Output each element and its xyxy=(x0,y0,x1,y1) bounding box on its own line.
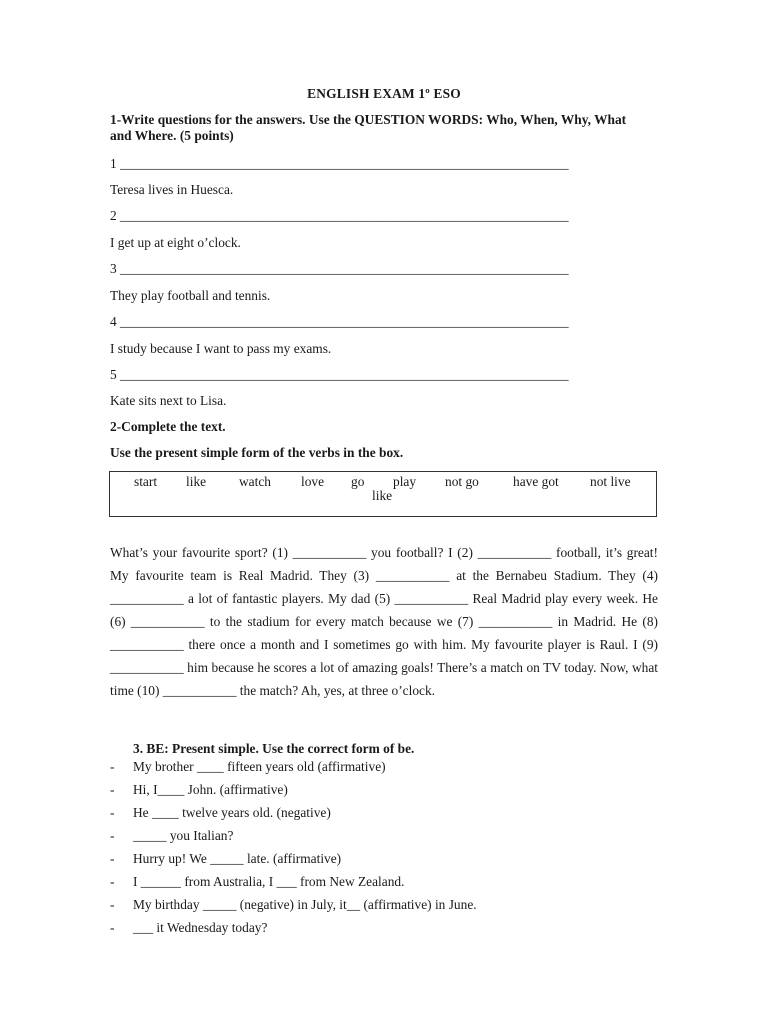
verb-watch: watch xyxy=(239,474,271,489)
be-item-3: He ____ twelve years old. (negative) xyxy=(133,805,331,820)
cloze-paragraph: What’s your favourite sport? (1) ___________ you football? I (2) ___________ football, it’s great! My favourite team is Real Madrid. They (3) ___________ at the Bernabeu Stadium. They (4) ___________ a lot of fantastic players. My dad (5) ___________ Real Madrid play every week. He (6) ___________ to the stadium for every match because we (7) ___________ in Madrid. He (8) ___________ there once a month and I sometimes go with him. My favourite player is Raul. I (9) ___________ him because he scores a lot of amazing goals! There’s a match on TV today. Now, what time (10) ___________ the match? Ah, yes, at three o’clock. xyxy=(110,545,658,698)
verb-go: go xyxy=(351,474,365,489)
be-item-5: Hurry up! We _____ late. (affirmative) xyxy=(133,851,342,866)
answer-3: They play football and tennis. xyxy=(110,288,271,303)
section1-instruction: 1-Write questions for the answers. Use the QUESTION WORDS: Who, When, Why, What and Where. (5 points) xyxy=(110,112,627,143)
be-item-1: My brother ____ fifteen years old (affirmative) xyxy=(133,759,386,774)
verb-not-live: not live xyxy=(590,474,631,489)
answer-5: Kate sits next to Lisa. xyxy=(110,393,227,408)
section2-instruction: Use the present simple form of the verbs in the box. xyxy=(110,445,404,460)
be-item-4: _____ you Italian? xyxy=(133,828,234,843)
section2-heading: 2-Complete the text. xyxy=(110,419,226,434)
question-line-1: 1 ___________________________________________________________________ xyxy=(110,156,569,171)
bullet-4: - xyxy=(110,828,115,843)
verb-play: play xyxy=(393,474,417,489)
bullet-3: - xyxy=(110,805,115,820)
verb-have-got: have got xyxy=(513,474,559,489)
question-line-4: 4 ___________________________________________________________________ xyxy=(110,314,569,329)
bullet-5: - xyxy=(110,851,115,866)
bullet-6: - xyxy=(110,874,115,889)
answer-1: Teresa lives in Huesca. xyxy=(110,182,234,197)
question-line-2: 2 ___________________________________________________________________ xyxy=(110,208,569,223)
bullet-8: - xyxy=(110,920,115,935)
bullet-1: - xyxy=(110,759,115,774)
be-item-6: I ______ from Australia, I ___ from New Zealand. xyxy=(133,874,405,889)
be-item-8: ___ it Wednesday today? xyxy=(133,920,268,935)
bullet-7: - xyxy=(110,897,115,912)
verb-box xyxy=(109,471,657,517)
verb-love: love xyxy=(301,474,325,489)
question-line-5: 5 ___________________________________________________________________ xyxy=(110,367,569,382)
bullet-2: - xyxy=(110,782,115,797)
answer-4: I study because I want to pass my exams. xyxy=(110,341,332,356)
be-item-2: Hi, I____ John. (affirmative) xyxy=(133,782,288,797)
exam-title: ENGLISH EXAM 1º ESO xyxy=(307,86,461,101)
question-line-3: 3 ___________________________________________________________________ xyxy=(110,261,569,276)
verb-start: start xyxy=(134,474,158,489)
section3-heading: 3. BE: Present simple. Use the correct form of be. xyxy=(133,741,415,756)
verb-like: like xyxy=(186,474,207,489)
be-item-7: My birthday _____ (negative) in July, it__ (affirmative) in June. xyxy=(133,897,477,912)
answer-2: I get up at eight o’clock. xyxy=(110,235,241,250)
verb-not-go: not go xyxy=(445,474,479,489)
verb-like-2: like xyxy=(372,488,393,503)
